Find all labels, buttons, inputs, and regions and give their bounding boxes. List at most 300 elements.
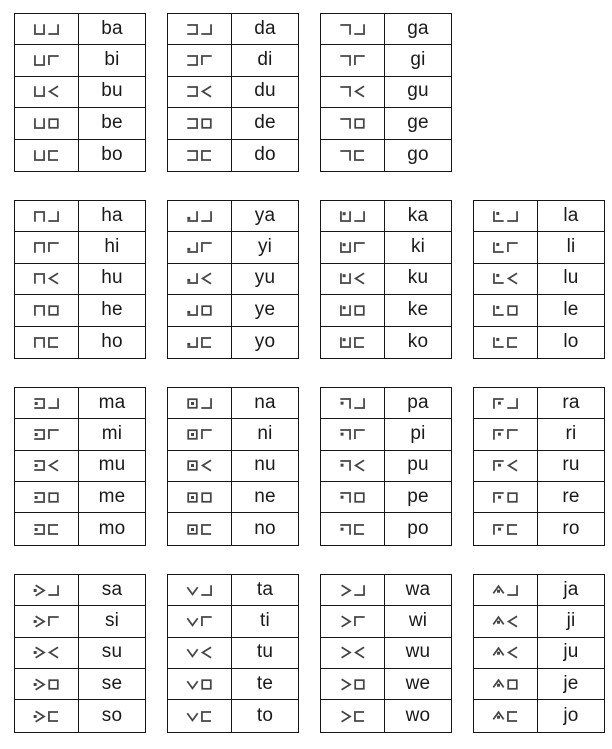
glyph-cell (168, 108, 232, 138)
glyph-l (492, 241, 505, 254)
romanization-cell: ne (254, 485, 276, 507)
glyph-cell (15, 451, 79, 481)
glyph-cell (474, 232, 538, 262)
syllable-table-d (167, 13, 299, 172)
table-row (168, 513, 298, 544)
glyph-cell (15, 77, 79, 107)
syllable-glyph-de (186, 117, 213, 130)
syllable-glyph-ra (492, 397, 519, 410)
glyph-a (353, 210, 366, 223)
glyph-o (506, 710, 519, 723)
glyph-y (186, 272, 199, 285)
syllable-table-y (167, 200, 299, 359)
table-row (168, 232, 298, 263)
syllable-glyph-bi (33, 54, 60, 67)
romanization-cell: ri (565, 422, 577, 444)
glyph-k (339, 304, 352, 317)
syllable-glyph-mi (33, 428, 60, 441)
romanization-cell: ta (256, 578, 274, 600)
romanization-cell: pe (407, 485, 429, 507)
table-row (15, 201, 145, 232)
glyph-cell (474, 388, 538, 418)
glyph-cell (321, 201, 385, 231)
syllable-table-r (473, 387, 605, 546)
glyph-w (339, 710, 352, 723)
table-row (168, 264, 298, 295)
glyph-cell (15, 14, 79, 44)
syllable-glyph-ni (186, 428, 213, 441)
glyph-cell (15, 388, 79, 418)
glyph-d (186, 149, 199, 162)
romanization-cell: ke (407, 298, 429, 320)
glyph-cell (168, 669, 232, 699)
romanization-cell: ku (407, 267, 429, 289)
glyph-cell (321, 451, 385, 481)
syllable-glyph-du (186, 85, 213, 98)
syllable-glyph-ne (186, 491, 213, 504)
syllable-glyph-po (339, 523, 366, 536)
romanization-cell: wu (405, 641, 431, 663)
table-row (15, 700, 145, 731)
syllable-table-n (167, 387, 299, 546)
glyph-s (33, 678, 46, 691)
glyph-w (339, 678, 352, 691)
romanization-cell: ka (407, 204, 429, 226)
glyph-u (353, 272, 366, 285)
romanization-cell: ni (257, 422, 273, 444)
table-row (474, 513, 604, 544)
glyph-i (47, 241, 60, 254)
table-row (15, 45, 145, 76)
table-row (15, 264, 145, 295)
table-row (474, 388, 604, 419)
romanization-cell: ge (407, 111, 429, 133)
glyph-m (33, 459, 46, 472)
syllable-glyph-yu (186, 272, 213, 285)
table-row (15, 108, 145, 139)
table-row (321, 638, 451, 669)
syllable-glyph-ro (492, 523, 519, 536)
glyph-r (492, 397, 505, 410)
glyph-cell (168, 327, 232, 358)
glyph-e (200, 117, 213, 130)
syllable-glyph-yo (186, 336, 213, 349)
glyph-m (33, 428, 46, 441)
syllable-glyph-ki (339, 241, 366, 254)
glyph-a (506, 397, 519, 410)
glyph-a (47, 23, 60, 36)
glyph-cell (168, 419, 232, 449)
syllable-glyph-bo (33, 149, 60, 162)
glyph-u (353, 459, 366, 472)
glyph-cell (474, 606, 538, 636)
romanization-cell: le (563, 298, 579, 320)
syllable-table-m (14, 387, 146, 546)
glyph-u (353, 85, 366, 98)
glyph-d (186, 54, 199, 67)
romanization-cell: de (254, 111, 276, 133)
glyph-cell (474, 327, 538, 358)
table-row (15, 327, 145, 358)
romanization-cell: si (104, 609, 120, 631)
glyph-cell (15, 575, 79, 605)
glyph-o (200, 336, 213, 349)
glyph-w (339, 584, 352, 597)
glyph-cell (321, 295, 385, 325)
romanization-cell: tu (256, 641, 274, 663)
table-row (168, 638, 298, 669)
romanization-cell: pu (407, 454, 429, 476)
table-row (168, 451, 298, 482)
syllable-glyph-me (33, 491, 60, 504)
glyph-e (353, 117, 366, 130)
glyph-i (353, 54, 366, 67)
syllable-glyph-hi (33, 241, 60, 254)
table-row (321, 482, 451, 513)
table-row (474, 295, 604, 326)
table-row (474, 327, 604, 358)
syllable-glyph-ge (339, 117, 366, 130)
glyph-b (33, 85, 46, 98)
glyph-cell (168, 232, 232, 262)
table-row (474, 451, 604, 482)
romanization-cell: yo (254, 330, 276, 352)
romanization-cell: ye (254, 298, 276, 320)
table-row (321, 327, 451, 358)
romanization-cell: me (98, 485, 126, 507)
glyph-o (47, 149, 60, 162)
romanization-cell: wi (408, 609, 428, 631)
romanization-cell: yi (257, 236, 273, 258)
syllable-glyph-ka (339, 210, 366, 223)
table-row (168, 201, 298, 232)
syllable-table-l (473, 200, 605, 359)
romanization-cell: da (254, 17, 276, 39)
glyph-k (339, 210, 352, 223)
syllable-table-b (14, 13, 146, 172)
romanization-cell: re (562, 485, 580, 507)
table-row (321, 513, 451, 544)
glyph-o (200, 149, 213, 162)
glyph-u (200, 272, 213, 285)
glyph-cell (168, 451, 232, 481)
syllable-table-g (320, 13, 452, 172)
glyph-cell (15, 140, 79, 171)
glyph-u (506, 615, 519, 628)
glyph-cell (321, 388, 385, 418)
syllable-glyph-tu (186, 646, 213, 659)
glyph-w (339, 646, 352, 659)
table-row (321, 108, 451, 139)
glyph-a (353, 584, 366, 597)
glyph-cell (321, 14, 385, 44)
table-row (321, 201, 451, 232)
glyph-cell (321, 669, 385, 699)
glyph-t (186, 584, 199, 597)
glyph-e (47, 117, 60, 130)
romanization-cell: lu (563, 267, 579, 289)
glyph-cell (168, 700, 232, 731)
syllable-glyph-pa (339, 397, 366, 410)
glyph-n (186, 459, 199, 472)
table-row (474, 482, 604, 513)
table-row (15, 295, 145, 326)
glyph-cell (474, 638, 538, 668)
glyph-d (186, 23, 199, 36)
romanization-cell: ra (562, 391, 580, 413)
table-row (168, 575, 298, 606)
table-row (321, 700, 451, 731)
glyph-cell (474, 575, 538, 605)
syllable-glyph-te (186, 678, 213, 691)
glyph-t (186, 615, 199, 628)
glyph-p (339, 459, 352, 472)
glyph-j (492, 615, 505, 628)
glyph-o (200, 710, 213, 723)
glyph-u (506, 646, 519, 659)
glyph-n (186, 491, 199, 504)
glyph-e (200, 304, 213, 317)
syllable-glyph-ya (186, 210, 213, 223)
glyph-cell (15, 669, 79, 699)
table-row (321, 295, 451, 326)
glyph-i (353, 428, 366, 441)
glyph-j (492, 646, 505, 659)
romanization-cell: sa (101, 578, 123, 600)
glyph-h (33, 241, 46, 254)
glyph-cell (15, 638, 79, 668)
glyph-cell (168, 606, 232, 636)
romanization-cell: la (563, 204, 579, 226)
syllable-glyph-so (33, 710, 60, 723)
syllable-glyph-na (186, 397, 213, 410)
glyph-cell (474, 264, 538, 294)
syllable-glyph-jo (492, 710, 519, 723)
glyph-u (47, 646, 60, 659)
table-row (474, 606, 604, 637)
romanization-cell: bo (101, 143, 123, 165)
syllable-glyph-se (33, 678, 60, 691)
glyph-k (339, 272, 352, 285)
glyph-cell (321, 700, 385, 731)
glyph-o (506, 523, 519, 536)
syllable-table-k (320, 200, 452, 359)
glyph-n (186, 523, 199, 536)
glyph-cell (168, 575, 232, 605)
glyph-cell (15, 295, 79, 325)
romanization-cell: so (101, 704, 123, 726)
syllable-glyph-wi (339, 615, 366, 628)
glyph-i (47, 615, 60, 628)
glyph-g (339, 149, 352, 162)
syllable-glyph-he (33, 304, 60, 317)
table-row (321, 606, 451, 637)
syllable-glyph-di (186, 54, 213, 67)
table-row (168, 45, 298, 76)
table-row (15, 388, 145, 419)
glyph-cell (321, 232, 385, 262)
romanization-cell: jo (563, 704, 579, 726)
glyph-g (339, 23, 352, 36)
glyph-g (339, 85, 352, 98)
syllable-glyph-si (33, 615, 60, 628)
glyph-cell (474, 513, 538, 544)
table-row (168, 669, 298, 700)
romanization-cell: mi (101, 422, 123, 444)
syllable-table-s (14, 574, 146, 733)
table-row (168, 140, 298, 171)
glyph-m (33, 523, 46, 536)
romanization-cell: ji (566, 609, 576, 631)
romanization-cell: ju (563, 641, 579, 663)
glyph-cell (15, 45, 79, 75)
syllable-glyph-gi (339, 54, 366, 67)
table-row (168, 108, 298, 139)
chart-row-3 (14, 387, 612, 546)
glyph-b (33, 23, 46, 36)
syllable-glyph-ho (33, 336, 60, 349)
glyph-p (339, 491, 352, 504)
glyph-cell (321, 77, 385, 107)
glyph-cell (474, 419, 538, 449)
syllable-glyph-yi (186, 241, 213, 254)
syllable-glyph-wu (339, 646, 366, 659)
syllable-glyph-da (186, 23, 213, 36)
romanization-cell: be (101, 111, 123, 133)
romanization-cell: hu (101, 267, 123, 289)
romanization-cell: na (254, 391, 276, 413)
glyph-o (353, 149, 366, 162)
romanization-cell: pi (410, 422, 426, 444)
syllable-glyph-hu (33, 272, 60, 285)
glyph-o (353, 710, 366, 723)
glyph-u (200, 85, 213, 98)
table-row (474, 575, 604, 606)
syllable-table-w (320, 574, 452, 733)
glyph-cell (15, 513, 79, 544)
glyph-w (339, 615, 352, 628)
romanization-cell: ma (98, 391, 126, 413)
glyph-d (186, 117, 199, 130)
syllable-glyph-ja (492, 584, 519, 597)
syllable-glyph-lu (492, 272, 519, 285)
romanization-cell: mo (98, 517, 126, 539)
glyph-e (200, 678, 213, 691)
syllable-glyph-nu (186, 459, 213, 472)
romanization-cell: to (256, 704, 274, 726)
syllable-glyph-ku (339, 272, 366, 285)
glyph-h (33, 272, 46, 285)
glyph-e (506, 678, 519, 691)
glyph-a (47, 584, 60, 597)
glyph-cell (474, 295, 538, 325)
glyph-cell (168, 295, 232, 325)
glyph-g (339, 54, 352, 67)
glyph-e (353, 491, 366, 504)
glyph-cell (15, 482, 79, 512)
glyph-j (492, 678, 505, 691)
romanization-cell: ya (254, 204, 276, 226)
syllable-glyph-lo (492, 336, 519, 349)
glyph-o (353, 336, 366, 349)
glyph-l (492, 304, 505, 317)
glyph-b (33, 117, 46, 130)
glyph-y (186, 241, 199, 254)
table-row (15, 451, 145, 482)
glyph-o (506, 336, 519, 349)
glyph-cell (474, 201, 538, 231)
syllable-glyph-ji (492, 615, 519, 628)
table-row (168, 14, 298, 45)
glyph-cell (15, 606, 79, 636)
glyph-y (186, 304, 199, 317)
glyph-e (506, 304, 519, 317)
glyph-u (200, 459, 213, 472)
glyph-u (47, 85, 60, 98)
table-row (474, 700, 604, 731)
glyph-k (339, 336, 352, 349)
glyph-cell (168, 482, 232, 512)
glyph-cell (321, 638, 385, 668)
table-row (474, 669, 604, 700)
table-row (15, 419, 145, 450)
syllable-glyph-wo (339, 710, 366, 723)
syllable-glyph-sa (33, 584, 60, 597)
romanization-cell: hi (104, 236, 120, 258)
glyph-y (186, 210, 199, 223)
glyph-cell (15, 201, 79, 231)
glyph-s (33, 615, 46, 628)
glyph-cell (474, 451, 538, 481)
glyph-cell (321, 575, 385, 605)
table-row (168, 327, 298, 358)
glyph-a (200, 210, 213, 223)
romanization-cell: po (407, 517, 429, 539)
glyph-r (492, 491, 505, 504)
glyph-i (506, 241, 519, 254)
glyph-cell (321, 108, 385, 138)
romanization-cell: no (254, 517, 276, 539)
table-row (321, 77, 451, 108)
syllable-glyph-li (492, 241, 519, 254)
romanization-cell: ti (260, 609, 270, 631)
syllable-glyph-bu (33, 85, 60, 98)
table-row (15, 606, 145, 637)
romanization-cell: mu (98, 454, 126, 476)
romanization-cell: pa (407, 391, 429, 413)
glyph-cell (168, 201, 232, 231)
syllable-glyph-ru (492, 459, 519, 472)
syllable-glyph-ta (186, 584, 213, 597)
table-row (15, 77, 145, 108)
glyph-h (33, 336, 46, 349)
romanization-cell: ki (410, 236, 426, 258)
glyph-r (492, 428, 505, 441)
glyph-u (200, 646, 213, 659)
glyph-a (200, 584, 213, 597)
glyph-g (339, 117, 352, 130)
romanization-cell: yu (254, 267, 276, 289)
glyph-cell (168, 140, 232, 171)
syllable-glyph-je (492, 678, 519, 691)
syllable-glyph-pi (339, 428, 366, 441)
syllable-glyph-la (492, 210, 519, 223)
syllable-glyph-we (339, 678, 366, 691)
glyph-e (353, 678, 366, 691)
glyph-cell (474, 482, 538, 512)
syllable-glyph-gu (339, 85, 366, 98)
glyph-k (339, 241, 352, 254)
